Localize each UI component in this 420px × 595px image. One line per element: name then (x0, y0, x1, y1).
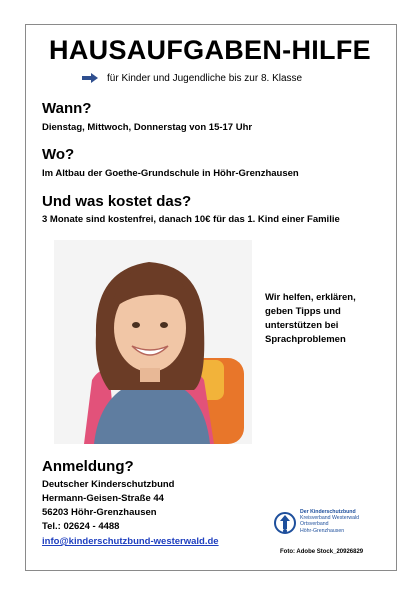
logo-line: Der Kinderschutzbund (300, 509, 356, 515)
email-link[interactable]: info@kinderschutzbund-westerwald.de (42, 536, 219, 547)
child-photo (54, 240, 252, 444)
kinderschutzbund-logo-icon (274, 509, 296, 537)
logo-line: Ortsverband (300, 521, 329, 528)
registration-heading: Anmeldung? (42, 458, 134, 475)
subtitle: für Kinder und Jugendliche bis zur 8. Klasse (107, 72, 303, 84)
street-address: Hermann-Geisen-Straße 44 (42, 493, 164, 504)
help-line: Wir helfen, erklären, (265, 292, 356, 303)
org-name: Deutscher Kinderschutzbund (42, 479, 175, 490)
help-statement (265, 291, 385, 347)
help-line: geben Tipps und (265, 306, 341, 317)
section-text-when: Dienstag, Mittwoch, Donnerstag von 15-17 Uhr (42, 122, 253, 133)
city-address: 56203 Höhr-Grenzhausen (42, 507, 157, 518)
section-heading-where: Wo? (42, 146, 75, 163)
subtitle-line (82, 71, 302, 85)
section-text-where: Im Altbau der Goethe-Grundschule in Höhr-Grenzhausen (42, 168, 299, 179)
section-heading-when: Wann? (42, 100, 92, 117)
section-text-cost: 3 Monate sind kostenfrei, danach 10€ für das 1. Kind einer Familie (42, 214, 340, 225)
photo-credit: Foto: Adobe Stock_20926829 (280, 549, 364, 555)
arrow-right-icon (82, 73, 98, 83)
logo-line: Höhr-Grenzhausen (300, 527, 345, 534)
help-line: unterstützen bei (265, 320, 339, 331)
help-line: Sprachproblemen (265, 334, 346, 345)
phone-number: Tel.: 02624 - 4488 (42, 521, 120, 532)
kinderschutzbund-logo (274, 509, 374, 539)
logo-text (300, 509, 359, 534)
logo-line: Kreisverband Westerwald (300, 515, 360, 522)
section-heading-cost: Und was kostet das? (42, 193, 192, 210)
page-title: HAUSAUFGABEN-HILFE (49, 35, 371, 65)
